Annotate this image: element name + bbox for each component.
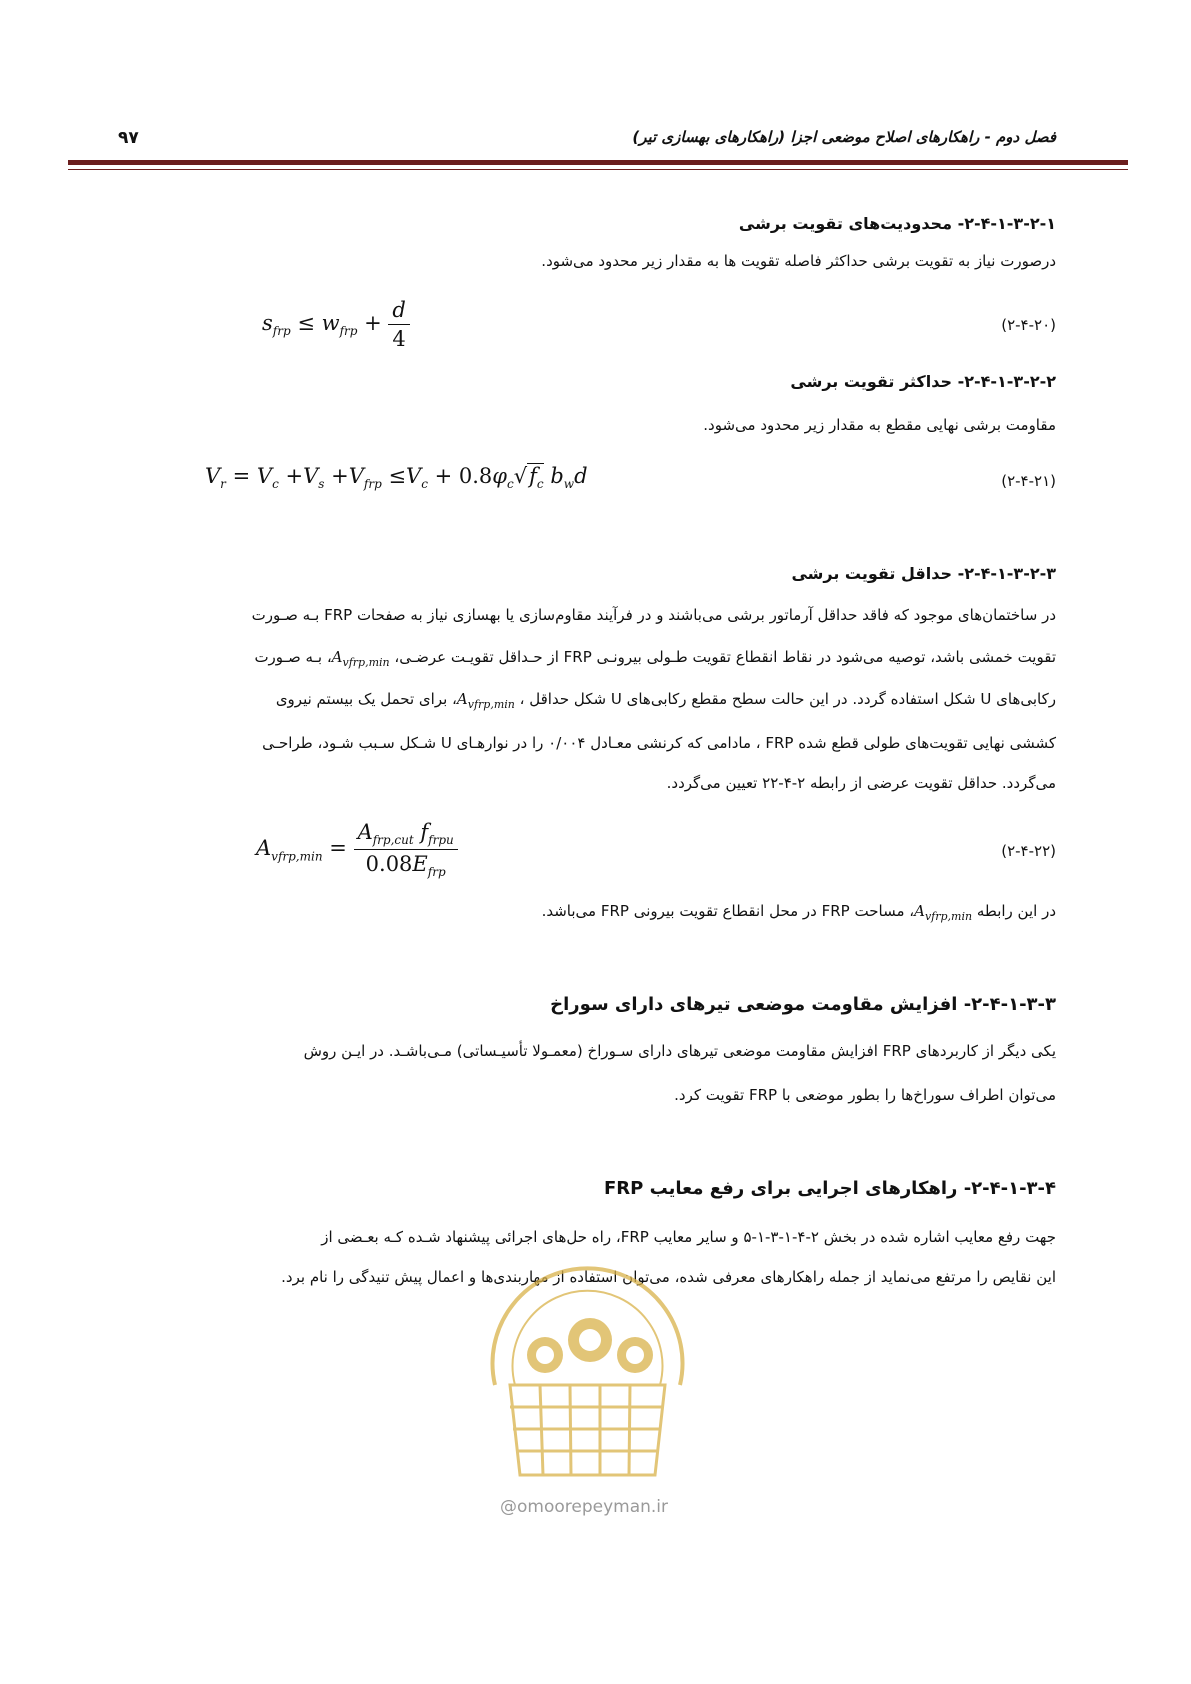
symbol-a-vfrp-min: $A_{vfrp,min}$: [331, 648, 390, 669]
paragraph-line: می‌توان اطراف سوراخ‌ها را بطور موضعی با FRP تقویت کرد.: [674, 1086, 1056, 1104]
paragraph-line: این نقایص را مرتفع می‌نماید از جمله راهکارهای معرفی شده، می‌توان استفاده از مهاربندی‌ها و اعمال پیش تنیدگی را نام برد.: [281, 1268, 1056, 1286]
symbol-a-vfrp-min: $A_{vfrp,min}$: [914, 902, 973, 923]
section-heading: ۲-۴-۱-۳-۳- افزایش مقاومت موضعی تیرهای دارای سوراخ: [550, 994, 1056, 1015]
symbol-a-vfrp-min: $A_{vfrp,min}$: [456, 690, 515, 711]
equation-number: (۲-۴-۲۱): [1001, 472, 1056, 490]
chapter-title: فصل دوم - راهکارهای اصلاح موضعی اجزا (راهکارهای بهسازی تیر): [632, 128, 1056, 146]
page-number: ۹۷: [118, 128, 139, 148]
paragraph-line: [254, 648, 1056, 669]
text-segment: ، مساحت FRP در محل انقطاع تقویت بیرونی FRP می‌باشد.: [541, 902, 915, 920]
header-rule: [68, 160, 1128, 165]
text-segment: در این رابطه: [972, 902, 1056, 920]
paragraph-line: در ساختمان‌های موجود که فاقد حداقل آرماتور برشی می‌باشند و در فرآیند مقاوم‌سازی یا بهسازی نیاز به صفحات FRP بـه صـورت: [251, 606, 1056, 624]
text-segment: تقویت خمشی باشد، توصیه می‌شود در نقاط انقطاع تقویت طـولی بیرونـی FRP از حـداقل تقویـت عرضـی،: [389, 648, 1056, 666]
text-segment: ، برای تحمل یک بیستم نیروی: [275, 690, 457, 708]
text-segment: رکابی‌های U شکل استفاده گردد. در این حالت سطح مقطع رکابی‌های U شکل حداقل ،: [514, 690, 1056, 708]
equation-number: (۲-۴-۲۰): [1001, 316, 1056, 334]
paragraph-line: [276, 690, 1056, 711]
text-segment: ، بـه صـورت: [254, 648, 332, 666]
header-rule-thin: [68, 169, 1128, 170]
section-heading: ۲-۴-۱-۳-۲-۱- محدودیت‌های تقویت برشی: [738, 214, 1056, 233]
section-heading: ۲-۴-۱-۳-۲-۲- حداکثر تقویت برشی: [790, 372, 1056, 391]
watermark-logo: [455, 1235, 720, 1485]
paragraph: مقاومت برشی نهایی مقطع به مقدار زیر محدود می‌شود.: [703, 416, 1056, 434]
section-heading: ۲-۴-۱-۳-۴- راهکارهای اجرایی برای رفع معایب FRP: [603, 1178, 1056, 1199]
paragraph-line: کششی نهایی تقویت‌های طولی قطع شده FRP ، مادامی که کرنشی معـادل ۰/۰۰۴ را در نوارهـای U شـکل سـبب شـود، طراحـی: [262, 734, 1056, 752]
watermark-text: @omoorepeyman.ir: [500, 1497, 669, 1517]
equation-22: $A_{vfrp,min}$ = $\frac{A_{frp,cut} f_{frpu}}{0.08E_{frp}}$: [256, 820, 458, 879]
paragraph-line: [542, 902, 1056, 923]
paragraph: درصورت نیاز به تقویت برشی حداکثر فاصله تقویت ها به مقدار زیر محدود می‌شود.: [541, 252, 1056, 270]
paragraph-line: می‌گردد. حداقل تقویت عرضی از رابطه ۲-۴-۲۲ تعیین می‌گردد.: [666, 774, 1056, 792]
equation-20: $s_{frp} \le w_{frp}$ + $\frac{d}{4}$: [262, 298, 410, 351]
equation-number: (۲-۴-۲۲): [1001, 842, 1056, 860]
paragraph-line: جهت رفع معایب اشاره شده در بخش ۲-۴-۱-۳-۱-۵ و سایر معایب FRP، راه حل‌های اجرائی پیشنهاد شـده کـه بعـضی از: [321, 1228, 1056, 1246]
paragraph-line: یکی دیگر از کاربردهای FRP افزایش مقاومت موضعی تیرهای دارای سـوراخ (معمـولا تأسیـساتی) مـی‌باشـد. در ایـن روش: [303, 1042, 1056, 1060]
section-heading: ۲-۴-۱-۳-۲-۳- حداقل تقویت برشی: [791, 564, 1056, 583]
equation-21: $V_r = V_c +V_s +V_{frp} \le V_c + 0.8\varphi_c√f_c$ $b_wd$: [205, 464, 588, 492]
